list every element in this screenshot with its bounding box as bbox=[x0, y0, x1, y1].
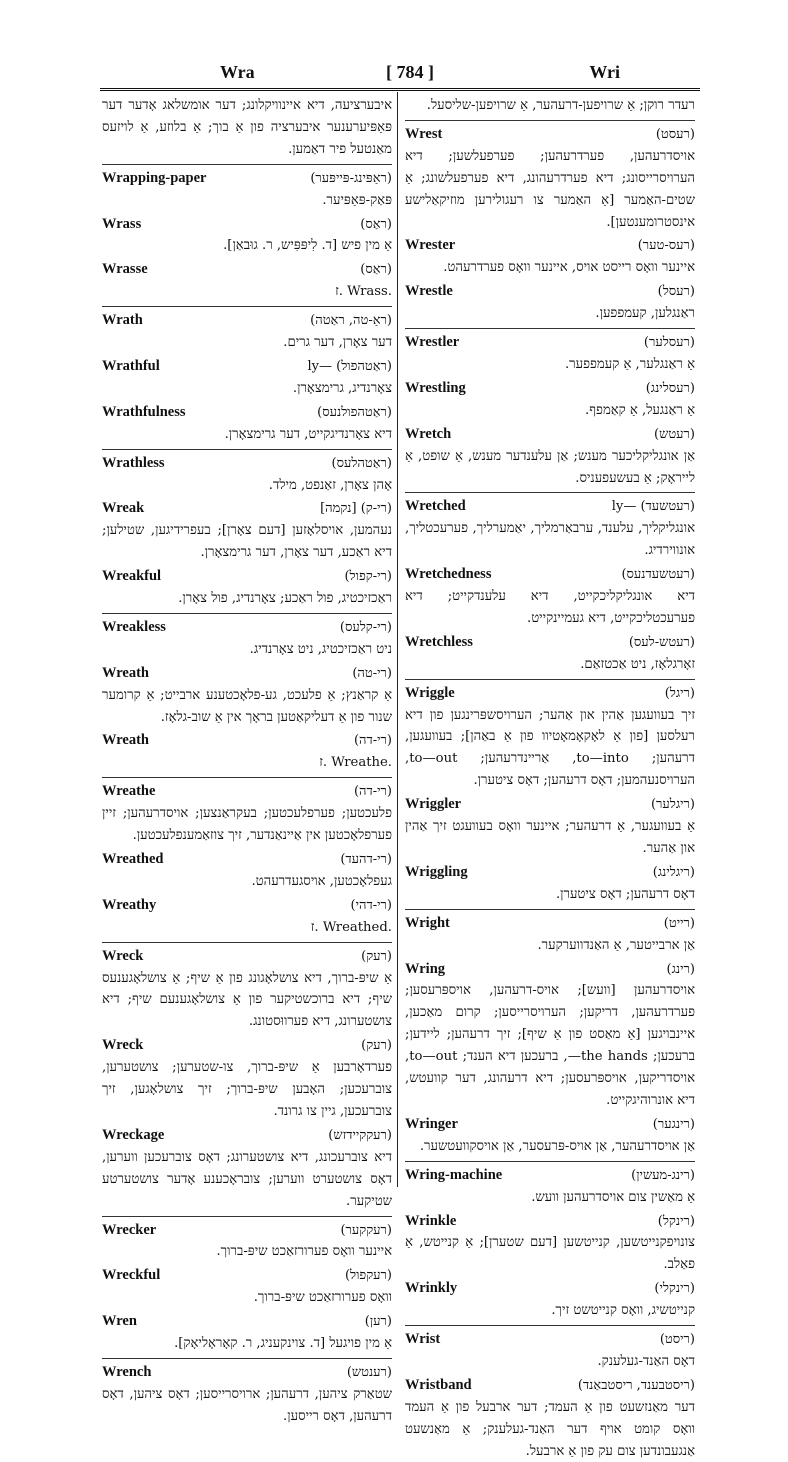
dictionary-entry bbox=[102, 259, 392, 303]
entry-pronunciation: (רעסלינג) bbox=[645, 380, 695, 396]
dictionary-entry bbox=[405, 959, 695, 1112]
entry-headword: Wring-machine bbox=[405, 1166, 503, 1183]
entry-pronunciation: (רי-דה) bbox=[353, 733, 392, 749]
entry-pronunciation: (רי-דהי) bbox=[350, 897, 392, 913]
entry-pronunciation: (רעטשעדנעס) bbox=[621, 567, 695, 583]
entry-headword: Wrester bbox=[405, 237, 456, 254]
dictionary-entry bbox=[102, 1125, 392, 1213]
entry-head bbox=[102, 498, 392, 520]
entry-separator bbox=[102, 613, 392, 614]
entry-separator bbox=[102, 164, 392, 165]
entry-definition: דיא אונגליקליכקייט, דיא עלענדקייט; דיא פערעכטליכקייט, דיא געמיינקייט. bbox=[405, 589, 695, 626]
entry-head bbox=[102, 849, 392, 871]
entry-headword: Wreak bbox=[102, 500, 145, 517]
entry-head bbox=[102, 781, 392, 803]
entry-headword: Wrathless bbox=[102, 454, 165, 471]
entry-headword: Wreath bbox=[102, 664, 149, 681]
entry-definition: אַן אויסדרעהער, אַן אויס-פּרעסער, אַן אויסקוועטשער. bbox=[419, 1138, 695, 1154]
entry-pronunciation: (רי-דה) bbox=[353, 784, 392, 800]
entry-headword: Wren bbox=[102, 1313, 137, 1330]
entry-definition: דיא צאָרנדיגקייט, דער גרימצאָרן. bbox=[224, 426, 392, 442]
entry-definition: איינער וואָס פערורזאַכט שיפּ-ברוך. bbox=[216, 1244, 392, 1260]
entry-headword: Wrecker bbox=[102, 1221, 157, 1238]
entry-headword: Wrasse bbox=[102, 261, 148, 278]
entry-head bbox=[405, 496, 695, 518]
entry-pronunciation: (רינג) bbox=[666, 961, 695, 977]
entry-separator bbox=[405, 328, 695, 329]
entry-headword: Wreath bbox=[102, 732, 149, 749]
dictionary-entry bbox=[405, 1278, 695, 1322]
entry-head bbox=[405, 959, 695, 981]
entry-definition: ראַכזיכטיג, פול ראַכע; צאָרנדיג, פול צאָרן. bbox=[178, 591, 392, 607]
entry-definition: אַ ראַנגעל, אַ קאַמפף. bbox=[585, 402, 695, 418]
entry-separator bbox=[102, 1216, 392, 1217]
dictionary-entry bbox=[102, 849, 392, 893]
entry-head bbox=[102, 566, 392, 588]
dictionary-entry bbox=[405, 1375, 695, 1462]
entry-pronunciation: (רינג-מעשין) bbox=[631, 1167, 695, 1183]
entry-pronunciation: (רי-ק) [נקמה] bbox=[320, 501, 392, 517]
entry-headword: Wrath bbox=[102, 312, 143, 329]
dictionary-entry bbox=[102, 1311, 392, 1355]
entry-head bbox=[102, 402, 392, 424]
dictionary-entry bbox=[102, 946, 392, 1034]
left-continuation: איבערציעה, דיא איינוויקלונג; דער אומשלאג אָדער דער פּאַפּיערענער איבערציה פון אַ בוך; אַ בלוזע, אַ לויזעס מאַנטעל פיר דאַמען. bbox=[102, 98, 392, 157]
dictionary-entry bbox=[102, 1035, 392, 1123]
entry-head bbox=[405, 1329, 695, 1351]
dictionary-entry bbox=[102, 617, 392, 661]
entry-pronunciation: (ריסט) bbox=[659, 1332, 695, 1348]
entry-pronunciation: (רינקלי) bbox=[654, 1281, 695, 1297]
entry-headword: Wretched bbox=[405, 498, 466, 515]
dictionary-entry bbox=[405, 281, 695, 325]
dictionary-entry bbox=[102, 1220, 392, 1264]
dictionary-entry bbox=[405, 332, 695, 376]
dictionary-entry bbox=[102, 168, 392, 212]
entry-headword: Wreakless bbox=[102, 618, 166, 635]
entry-headword: Wretch bbox=[405, 425, 452, 442]
entry-headword: Wriggle bbox=[405, 684, 455, 701]
entry-definition: אַן אונגליקליכער מענש; אַן עלענדער מענש, אַ שופט, אַ לייראָק; אַ בעשעפעניס. bbox=[405, 448, 695, 486]
entry-pronunciation: (רעק) bbox=[361, 948, 392, 964]
entry-pronunciation: (ראַפּינג-פּייפּער) bbox=[310, 170, 392, 186]
entry-headword: Wreathy bbox=[102, 896, 157, 913]
entry-definition: פערדאָרבען אַ שיפּ-ברוך, צו-שטערען; צושטערען, צוברעכען; האָבען שיפּ-ברוך; זיך צושלאָגען, זיך צוברעכען, גיין צו גרונד. bbox=[102, 1060, 392, 1119]
entry-separator bbox=[102, 942, 392, 943]
dictionary-entry bbox=[102, 1362, 392, 1428]
entry-definition: פּאַק-פּאַפּיער. bbox=[322, 192, 392, 208]
entry-pronunciation: (רעקפול) bbox=[344, 1268, 392, 1284]
entry-pronunciation: (ריגלער) bbox=[650, 797, 695, 813]
entry-definition: דאָס דרעהען; דאָס ציטערן. bbox=[555, 886, 695, 902]
entry-definition: אַ מין פויגעל [ד. צוינקעניג, ר. קאָראָליאָק]. bbox=[174, 1336, 392, 1352]
dictionary-entry bbox=[405, 862, 695, 906]
entry-definition: אַ בעוועגער, אַ דרעהער; איינער וואָס בעוועגט זיך אַהין און אַהער. bbox=[405, 819, 695, 856]
right-entries bbox=[405, 120, 695, 1462]
dictionary-entry bbox=[405, 378, 695, 422]
dictionary-entry bbox=[102, 1265, 392, 1309]
entry-definition: אויסדרעהען [וועש]; אויס-דרעהען, אויספּרעסען; פערדרעהען, דריקען; הערויסרייסען; קרום מאַכען, איינבויגען [אַ מאַסט פון אַ שיף]; זיך דרעהען; ליידען; ברעכען; the hands—, ברעכען דיא הענד; to—out, אויסדריקען, אויספּרעסען; דיא דרעהונג, דער קוועטש, דיא אונרוהיגקייט. bbox=[405, 983, 695, 1108]
entry-head bbox=[102, 453, 392, 475]
entry-head bbox=[405, 564, 695, 586]
dictionary-entry bbox=[405, 496, 695, 562]
entry-definition: אַן ארבייטער, אַ האַנדווערקער. bbox=[537, 937, 695, 953]
entry-separator bbox=[102, 777, 392, 778]
dictionary-entry bbox=[102, 356, 392, 400]
entry-head bbox=[102, 617, 392, 639]
column-divider bbox=[397, 92, 398, 1187]
entry-headword: Wrestler bbox=[405, 334, 460, 351]
entry-definition: .Wreathe .ז bbox=[319, 755, 392, 771]
dictionary-entry bbox=[405, 424, 695, 490]
entry-head bbox=[102, 1362, 392, 1384]
dictionary-entry bbox=[405, 1329, 695, 1373]
header-right-guideword: Wri bbox=[589, 62, 620, 82]
entry-pronunciation: (ריגל) bbox=[664, 685, 695, 701]
entry-headword: Wreck bbox=[102, 947, 144, 964]
entry-definition: .Wrass .ז bbox=[335, 284, 392, 300]
dictionary-entry bbox=[405, 235, 695, 279]
entry-headword: Wreck bbox=[102, 1037, 144, 1054]
entry-pronunciation: (רי-קלעס) bbox=[339, 619, 392, 635]
entry-headword: Wreckage bbox=[102, 1126, 165, 1143]
entry-definition: אַ מין פיש [ד. לִיפּפִּיש, ר. גוּבאַן]. bbox=[223, 238, 392, 254]
entry-definition: דער צאָרן, דער גרים. bbox=[283, 335, 392, 351]
entry-head bbox=[102, 1265, 392, 1287]
page-header bbox=[100, 60, 710, 86]
entry-definition: .Wreathed .ז bbox=[310, 919, 392, 935]
entry-definition: נעהמען, אויסלאָזען [דעם צאָרן]; בעפרידיגען, שטילען; דיא ראַכע, דער צאָרן, דער גרימצאָרן. bbox=[102, 523, 392, 561]
left-entries bbox=[102, 164, 392, 1428]
entry-pronunciation: (רען) bbox=[364, 1314, 392, 1330]
entry-pronunciation: (רינגער) bbox=[652, 1116, 695, 1132]
entry-pronunciation: (ראַס) bbox=[360, 262, 392, 278]
entry-headword: Wrinkly bbox=[405, 1280, 458, 1297]
right-column bbox=[405, 95, 695, 1459]
entry-separator bbox=[405, 120, 695, 121]
entry-separator bbox=[102, 306, 392, 307]
page-number: [ 784 ] bbox=[386, 62, 434, 82]
dictionary-entry bbox=[102, 310, 392, 354]
entry-pronunciation: (רעטש) bbox=[654, 426, 695, 442]
entry-headword: Wriggler bbox=[405, 796, 462, 813]
entry-definition: אונגליקליך, עלענד, ערבאַרמליך, יאַמערליך, פערעכטליך, אונווירדיג. bbox=[405, 521, 695, 559]
entry-headword: Wrathful bbox=[102, 357, 160, 374]
dictionary-entry bbox=[405, 794, 695, 860]
entry-separator bbox=[405, 492, 695, 493]
entry-pronunciation: (ראַטהלעס) bbox=[331, 455, 392, 471]
dictionary-entry bbox=[405, 564, 695, 630]
right-continuation: רעדר רוקן; אַ שרויפען-דרעהער, אַ שרויפען-שליסעל. bbox=[426, 98, 695, 113]
entry-head bbox=[102, 1311, 392, 1333]
entry-headword: Wrist bbox=[405, 1331, 441, 1348]
entry-headword: Wrinkle bbox=[405, 1212, 457, 1229]
entry-head bbox=[405, 683, 695, 705]
entry-pronunciation: (ראַ-טה, ראַטה) bbox=[310, 313, 392, 329]
entry-definition: זיך בעוועגען אַהין און אַהער; הערויסשפּרינגען פון דיא רעלסען [פון אַ לאָקאָמאָטיוו פון אַ באַהן]; בעוועגען, דרעהען; to—into, אַריינדרעהען; to—out, הערויסנעהמען; דאָס דרעהען; דאָס ציטערן. bbox=[405, 707, 695, 789]
entry-head bbox=[102, 730, 392, 752]
entry-head bbox=[405, 632, 695, 654]
dictionary-entry bbox=[102, 895, 392, 939]
entry-definition: וואָס פערורזאַכט שיפּ-ברוך. bbox=[253, 1290, 392, 1306]
entry-head bbox=[405, 862, 695, 884]
entry-separator bbox=[405, 679, 695, 680]
entry-pronunciation: (רעקקיידזש) bbox=[328, 1127, 392, 1143]
dictionary-entry bbox=[102, 730, 392, 774]
entry-head bbox=[102, 663, 392, 685]
entry-separator bbox=[405, 909, 695, 910]
entry-head bbox=[102, 1125, 392, 1147]
entry-definition: ניט ראַכזיכטיג, ניט צאָרנדיג. bbox=[249, 641, 392, 657]
entry-pronunciation: (ריגלינג) bbox=[652, 864, 695, 880]
dictionary-entry bbox=[102, 663, 392, 729]
entry-definition: אַ ראַנגלער, אַ קעמפפער. bbox=[564, 356, 695, 372]
dictionary-entry bbox=[102, 214, 392, 258]
entry-pronunciation: (רעסלער) bbox=[643, 335, 695, 351]
entry-separator bbox=[405, 1325, 695, 1326]
entry-headword: Wrestling bbox=[405, 379, 466, 396]
entry-headword: Wreathed bbox=[102, 851, 164, 867]
entry-head bbox=[405, 235, 695, 257]
entry-definition: דיא צוברעכונג, דיא צושטערונג; דאָס צוברעכען ווערען, דאָס צושטערט ווערען; צובראָכענע אָדער צושטערטע שטיקער. bbox=[102, 1149, 392, 1209]
entry-pronunciation: (ראַטהפול) —ly bbox=[307, 358, 392, 374]
dictionary-entry bbox=[405, 1165, 695, 1209]
dictionary-entry bbox=[405, 124, 695, 234]
entry-definition: אַ מאַשין צום אויסדרעהען וועש. bbox=[531, 1189, 695, 1205]
entry-head bbox=[405, 424, 695, 446]
dictionary-entry bbox=[405, 913, 695, 957]
entry-head bbox=[102, 259, 392, 281]
entry-head bbox=[405, 794, 695, 816]
entry-head bbox=[405, 1278, 695, 1300]
entry-pronunciation: (רעס-טער) bbox=[637, 238, 695, 254]
entry-definition: ראַנגלען, קעמפפען. bbox=[595, 306, 695, 322]
entry-separator bbox=[102, 449, 392, 450]
dictionary-entry bbox=[102, 566, 392, 610]
entry-head bbox=[405, 1114, 695, 1136]
entry-definition: אָהן צאָרן, זאַנפט, מילד. bbox=[268, 477, 392, 493]
entry-pronunciation: (רעסל) bbox=[657, 284, 695, 300]
entry-definition: געפלאָכטען, אויסגעדרעהט. bbox=[251, 873, 392, 889]
left-column bbox=[102, 95, 392, 1424]
header-left-guideword: Wra bbox=[220, 62, 255, 82]
entry-pronunciation: (רייט) bbox=[663, 915, 695, 931]
entry-pronunciation: (ריסטבענד, ריסטבאַנד) bbox=[577, 1377, 695, 1393]
entry-head bbox=[102, 1035, 392, 1057]
entry-head bbox=[405, 913, 695, 935]
entry-definition: פלעכטען; פערפלעכטען; בעקראַנצען; אויסדרעהען; זיין פערפלאָכטען אין אַיינאַנדער, זיך צוזאַמענפלעכטען. bbox=[102, 806, 392, 844]
entry-headword: Wretchless bbox=[405, 633, 473, 650]
entry-head bbox=[102, 895, 392, 917]
entry-head bbox=[405, 1165, 695, 1187]
entry-pronunciation: (רעק) bbox=[361, 1038, 392, 1054]
entry-pronunciation: (רעקקער) bbox=[340, 1222, 392, 1238]
entry-pronunciation: (רענטש) bbox=[346, 1364, 392, 1380]
entry-head bbox=[405, 332, 695, 354]
entry-definition: דער מאַנזשעט פון אַ העמד; דער ארבעל פון אַ העמד וואָס קומט אויף דער האַנד-געלענק; אַ מאַנשעט אַנגעבונדען צום עק פון אַ ארבעל. bbox=[405, 1399, 695, 1459]
entry-head bbox=[102, 310, 392, 332]
dictionary-entry bbox=[102, 402, 392, 446]
entry-head bbox=[102, 356, 392, 378]
entry-headword: Wring bbox=[405, 960, 446, 977]
entry-definition: זאָרגלאָז, ניט אַכטזאַם. bbox=[580, 656, 695, 672]
entry-head bbox=[102, 168, 392, 190]
header-rule bbox=[100, 88, 700, 91]
entry-pronunciation: (ראַס) bbox=[360, 216, 392, 232]
entry-head bbox=[405, 1211, 695, 1233]
dictionary-entry bbox=[405, 1211, 695, 1277]
entry-head bbox=[405, 378, 695, 400]
entry-definition: איינער וואָס רייסט אויס, איינער וואָס פערדרעהט. bbox=[443, 260, 695, 276]
entry-separator bbox=[102, 1358, 392, 1359]
entry-headword: Wretchedness bbox=[405, 566, 492, 583]
entry-pronunciation: (רי-דהעד) bbox=[340, 852, 392, 867]
entry-pronunciation: (רינקל) bbox=[657, 1213, 695, 1229]
dictionary-entry bbox=[102, 781, 392, 847]
entry-headword: Wristband bbox=[405, 1376, 472, 1393]
entry-headword: Wrathfulness bbox=[102, 403, 186, 420]
entry-definition: דאָס האַנד-געלענק. bbox=[597, 1353, 695, 1369]
entry-pronunciation: (ראַטהפולנעס) bbox=[317, 404, 392, 420]
entry-pronunciation: (רי-טה) bbox=[352, 665, 392, 681]
entry-definition: אויסדרעהען, פערדרעהען; פערפעלשען; דיא הערויסרייסונג; דיא פערדרעהונג, דיא פערפעלשונג; אַ שטים-האַמער [אַ האַמער צו רעגולירען מוזיקאַלישע אינסטרומענטען]. bbox=[405, 148, 695, 230]
entry-head bbox=[102, 214, 392, 236]
entry-definition: צונויפקנייטשען, קנייטשען [דעם שטערן]; אַ קנייטש, אַ פאַלב. bbox=[405, 1235, 695, 1273]
entry-headword: Wriggling bbox=[405, 863, 468, 880]
entry-headword: Wrapping-paper bbox=[102, 169, 207, 186]
entry-headword: Wrass bbox=[102, 215, 142, 232]
entry-pronunciation: (רעטש-לעס) bbox=[628, 634, 695, 650]
entry-headword: Wreckful bbox=[102, 1267, 161, 1284]
dictionary-entry bbox=[405, 683, 695, 793]
entry-headword: Wrest bbox=[405, 125, 443, 142]
entry-head bbox=[405, 124, 695, 146]
dictionary-entry bbox=[405, 1114, 695, 1158]
entry-head bbox=[102, 1220, 392, 1242]
dictionary-entry bbox=[102, 453, 392, 497]
entry-head bbox=[102, 946, 392, 968]
dictionary-entry bbox=[102, 498, 392, 564]
entry-definition: אַ שיפּ-ברוך, דיא צושלאָגונג פון אַ שיף; אַ צושלאָגענעס שיף; דיא ברוכשטיקער פון אַ צושלאָגענעם שיף; דיא צושטערונג, דיא פערווּסטונג. bbox=[102, 970, 392, 1030]
entry-definition: שטאַרק ציהען, דרעהען; ארויסרייסען; דאָס ציהען, דאָס דרעהען, דאָס רייסען. bbox=[102, 1386, 392, 1424]
entry-headword: Wrench bbox=[102, 1363, 152, 1380]
entry-pronunciation: (רעטשעד) —ly bbox=[611, 499, 695, 515]
entry-headword: Wreathe bbox=[102, 783, 156, 800]
entry-headword: Wright bbox=[405, 914, 450, 931]
entry-pronunciation: (רעסט) bbox=[655, 126, 695, 142]
entry-definition: צאָרנדיג, גרימצאָרן. bbox=[292, 380, 392, 396]
entry-definition: קנייטשיג, וואָס קנייטשט זיך. bbox=[551, 1303, 695, 1319]
entry-pronunciation: (רי-קפול) bbox=[344, 569, 392, 585]
entry-definition: אַ קראַנץ; אַ פלעכט, גע-פלאָכטענע ארבייט; אַ קרומער שנור פון אַ דעליקאַטען בראָך אין אַ שוב-גלאָז. bbox=[102, 687, 392, 725]
entry-head bbox=[405, 1375, 695, 1397]
entry-headword: Wringer bbox=[405, 1115, 458, 1132]
entry-separator bbox=[405, 1161, 695, 1162]
entry-headword: Wrestle bbox=[405, 283, 453, 300]
entry-head bbox=[405, 281, 695, 303]
dictionary-entry bbox=[405, 632, 695, 676]
entry-headword: Wreakful bbox=[102, 568, 162, 585]
